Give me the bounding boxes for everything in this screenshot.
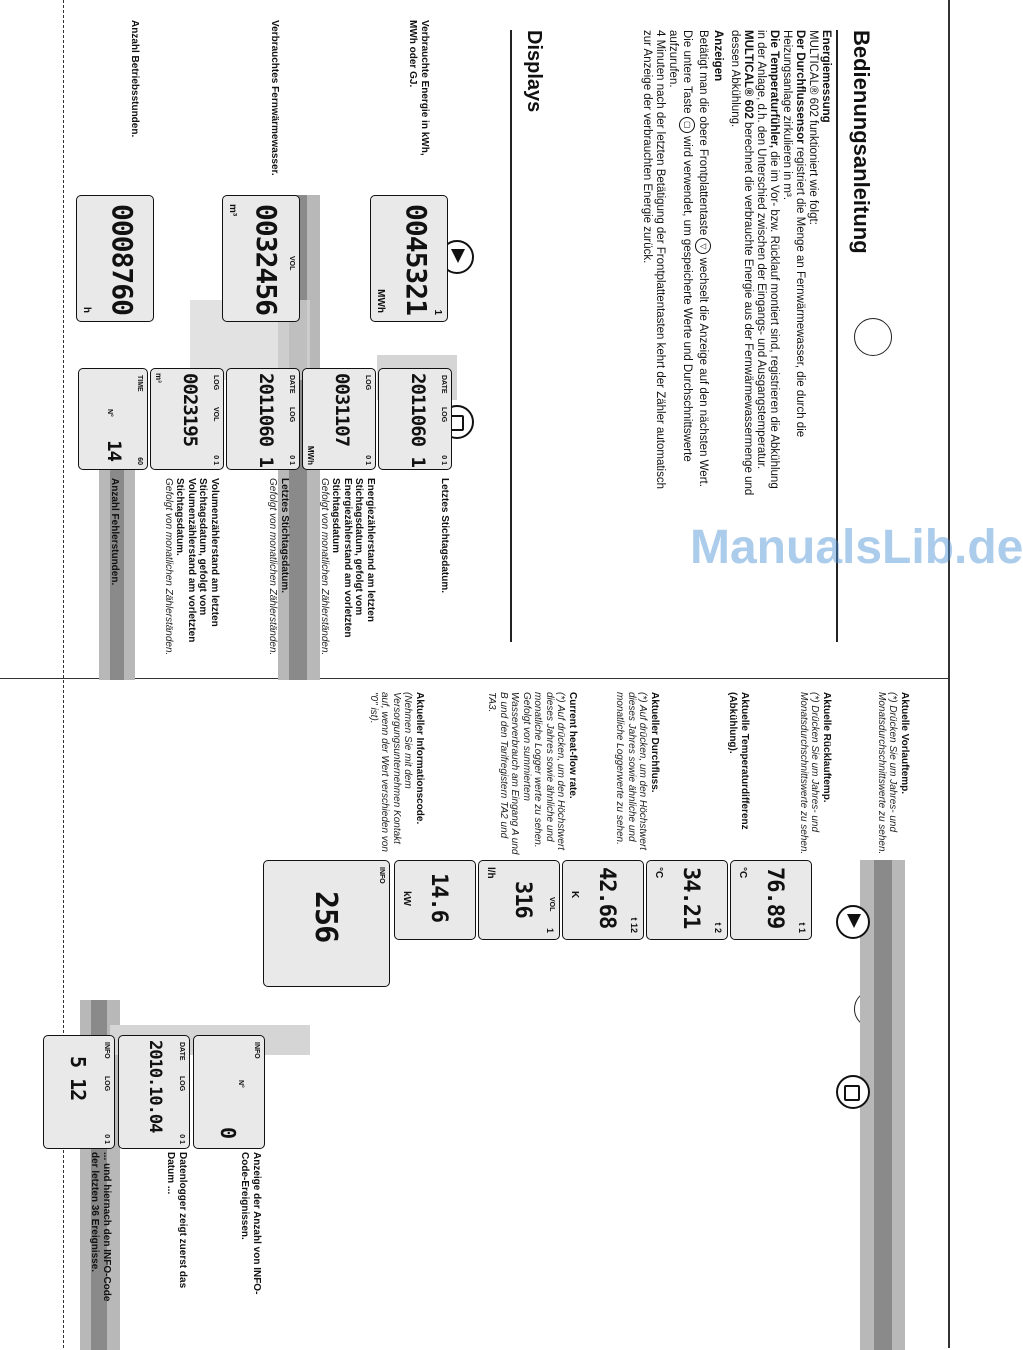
lcd-hours-value: 0008760 — [106, 204, 139, 316]
anz1b: wechselt die Anzeige auf den nächsten Wert. — [696, 257, 709, 487]
sub-tag: DATE — [288, 375, 295, 394]
p3-rest: berechnet die verbrauchte Energie aus der Fernwärmewassermenge und — [742, 118, 754, 496]
lcd-unit: l/h — [485, 867, 496, 879]
sub-value: 0023195 — [179, 373, 201, 447]
sub-label-italic: Gefolgt von monatlichen Zählerständen. — [319, 478, 330, 656]
p3-bold: MULTICAL® 602 — [742, 30, 754, 119]
sub-tag2: LOG — [288, 407, 295, 423]
label-italic: (*) Auf drücken, um den Höchstwert dieses Jahres sowie ähnliche und monatliche Logger werte zu sehen. Gefolgt von summiertem Wasserverbrauch am Eingang A und B und den Tarifregistern TA2 und TA3. — [486, 692, 567, 855]
lcd-unit: K — [569, 891, 580, 899]
hours-label: Anzahl Betriebsstunden. — [129, 20, 140, 138]
anz1: Betätigt man die obere Frontplattentaste — [696, 30, 709, 236]
sub-value: 2011060 1 — [407, 373, 429, 467]
label-italic: (*) Drücken Sie um Jahres- und Monatsdurchschnittswerte zu sehen. — [798, 692, 821, 855]
sub-tag: LOG — [364, 375, 371, 391]
sub-tag: LOG — [212, 375, 219, 391]
punch-hole — [854, 318, 892, 356]
lcd-value: 14.6 — [426, 873, 451, 922]
sub-label-italic: Gefolgt von monatlichen Zählerständen. — [267, 478, 279, 656]
right-main-bar-dark — [874, 860, 892, 1350]
sub-label — [267, 478, 290, 668]
lcd-tag: VOL — [548, 897, 555, 912]
volume-label: Verbrauchtes Fernwärmewasser. — [269, 20, 280, 176]
lcd-sub-volume-date — [226, 368, 300, 470]
p3-line2: dessen Abkühlung. — [729, 30, 741, 128]
sub-unit: MWh — [306, 445, 315, 465]
sub-label-bold: Anzahl Fehlerstunden. — [109, 478, 120, 586]
page-title: Bedienungsanleitung — [849, 30, 874, 254]
label-bold: Current heat-flow rate. — [567, 692, 578, 799]
anz3: 4 Minuten nach der letzten Betätigung der Frontplattentasten kehrt der Zähler automatisch — [654, 30, 666, 489]
lcd-energy-value: 0045321 — [400, 204, 433, 316]
sub-idx: 0 1 — [103, 1134, 110, 1144]
sub-label-bold: Letztes Stichtagsdatum. — [279, 478, 290, 594]
lcd-energy — [370, 195, 448, 322]
p1-bold: Der Durchflussensor — [794, 30, 806, 144]
sub-tag: INFO — [253, 1042, 260, 1059]
lcd-value: 256 — [308, 891, 343, 943]
lcd-return-temp — [646, 860, 728, 940]
sub-tag: DATE — [440, 375, 447, 394]
lcd-heat — [394, 860, 476, 940]
lcd-value: 316 — [510, 881, 535, 918]
sub-label — [439, 478, 451, 668]
sub-tag: TIME — [136, 375, 143, 392]
sub-idx: 60 — [136, 457, 143, 465]
sub-tag: INFO — [103, 1042, 110, 1059]
lcd-volume-unit: m³ — [227, 204, 238, 217]
lcd-sub-hours — [78, 368, 148, 470]
lcd-sub-energy-log — [302, 368, 376, 470]
label-bold: Aktuelle Rücklauftemp. — [821, 692, 832, 803]
sub-tag2: LOG — [178, 1076, 185, 1092]
p1-rest: registriert die Menge an Fernwärmewasser, die durch die — [794, 143, 806, 438]
lcd-unit: °C — [653, 867, 664, 879]
label-italic: (*) Drücken Sie um Jahres- und Monatsdurchschnittswerte zu sehen. — [876, 692, 899, 855]
page-fold-line — [0, 678, 950, 679]
lcd-hours-unit: h — [81, 306, 92, 313]
displays-heading: Displays — [523, 30, 545, 113]
lcd-energy-idx: 1 — [432, 309, 443, 315]
p2-rest: die im Vor- bzw. Rücklauf montiert sind, registrieren die Abkühlung — [768, 148, 780, 489]
p2-line2: in der Anlage, d.h. den Unterschied zwischen der Eingangs- und Ausgangstemperatur. — [755, 30, 767, 470]
sub-tag2: LOG — [103, 1076, 110, 1092]
label-bold: Aktuelle Temperaturdifferenz (Abkühlung). — [727, 692, 750, 830]
displays-rule — [511, 30, 513, 642]
lcd-idx: t 12 — [629, 917, 639, 933]
lcd-flow — [478, 860, 560, 940]
p2-bold: Die Temperaturfühler, — [768, 30, 780, 149]
sub-label — [109, 478, 121, 668]
lcd-unit: °C — [737, 867, 748, 879]
info-sub-label: Datenlogger zeigt zuerst das Datum ... — [165, 1152, 188, 1289]
lcd-sub-volume-log — [150, 368, 224, 470]
watermark: ManualsLib.de — [690, 521, 1023, 574]
lcd-sub-energy-date — [378, 368, 452, 470]
top-border — [948, 0, 950, 1348]
p1-line2: Heizungsanlage zirkulieren in m³. — [781, 30, 793, 201]
sub-tag: DATE — [178, 1042, 185, 1061]
lcd-volume-tag: VOL — [288, 256, 295, 271]
sub-idx: 0 1 — [212, 455, 219, 465]
right-label-flow — [614, 692, 660, 857]
sub-idx: 0 1 — [364, 455, 371, 465]
sub-label-bold: Volumenzählerstand am letzten Stichtagsdatum, gefolgt vom Volumenzählerstand am vorletzten Stichtagsdatum. — [174, 478, 220, 643]
log-inline-icon: ▢ — [679, 117, 695, 133]
lcd-idx: t 1 — [797, 922, 807, 933]
anz2c: aufzurufen. — [667, 30, 679, 88]
lcd-idx: t 2 — [713, 922, 723, 933]
right-log-button-icon[interactable] — [836, 1075, 870, 1109]
label-bold: Aktuelle Vorlauftemp. — [899, 692, 910, 795]
label-italic: (*) Auf drücken, um den Höchstwert dieses Jahres sowie ähnliche und monatliche Loggerwerte zu sehen. — [614, 692, 649, 851]
right-label-temp-diff — [727, 692, 750, 857]
energy-label: Verbrauchte Energie in kWh, MWh oder GJ. — [407, 20, 430, 156]
info-sub-label: ... und hiernach den INFO-Code der letzten 36 Ereignisse. — [89, 1152, 112, 1302]
sub-label — [163, 478, 221, 668]
label-italic: (Nehmen Sie mit dem Versorgungsunternehmen Kontakt auf, wenn der Wert verschieden von "0" ist). — [368, 692, 414, 852]
sub-value: 14 — [103, 440, 125, 461]
anz2: Die untere Taste — [680, 30, 693, 114]
right-down-arrow-button-icon[interactable] — [836, 905, 870, 939]
lcd-info — [263, 860, 390, 987]
right-label-heat — [486, 692, 578, 857]
lcd-volume-value: 0032456 — [250, 204, 283, 316]
lcd-value: 34.21 — [678, 867, 703, 929]
label-bold: Aktueller Informationscode. — [414, 692, 425, 825]
label-bold: Aktueller Durchfluss. — [649, 692, 660, 793]
lcd-hours — [76, 195, 154, 322]
right-label-info — [368, 692, 426, 857]
sub-idx: 0 1 — [288, 455, 295, 465]
lcd-energy-unit: MWh — [375, 289, 386, 313]
lcd-info-date — [118, 1035, 190, 1149]
lcd-volume — [222, 195, 300, 322]
lcd-temp-diff — [562, 860, 644, 940]
lcd-unit: kW — [401, 891, 412, 906]
anz3b: zur Anzeige der verbrauchten Energie zurück. — [641, 30, 653, 264]
sub-label-bold: Energiezählerstand am letzten Stichtagsdatum, gefolgt vom Energiezählerstand am vorletzten Stichtagsdatum — [330, 478, 376, 638]
sub-tag2: N° — [106, 409, 113, 417]
lcd-idx: 1 — [545, 927, 555, 933]
energy-heading: Energiemessung — [820, 30, 832, 123]
sub-label-italic: Gefolgt von monatlichen Zählerständen. — [163, 478, 174, 656]
sub-idx: 0 1 — [440, 455, 447, 465]
sub-tag2: N° — [237, 1080, 244, 1088]
sub-value: 2010.10.04 — [145, 1040, 165, 1133]
lcd-flow-temp — [730, 860, 812, 940]
lcd-tag: INFO — [378, 867, 385, 884]
lcd-info-count — [193, 1035, 265, 1149]
sub-unit: m³ — [154, 373, 163, 383]
down-arrow-inline-icon: ▽ — [695, 238, 711, 254]
sub-value: 0031107 — [331, 373, 353, 447]
info-sub-label: Anzeige der Anzahl von INFO-Code-Ereignissen. — [239, 1152, 262, 1295]
anzeigen-heading: Anzeigen — [712, 30, 724, 82]
anz2b: wird verwendet, um gespeicherte Werte und Durchschnittswerte — [680, 135, 693, 462]
sub-label-bold: Letztes Stichtagsdatum. — [439, 478, 450, 594]
sub-tag2: LOG — [440, 407, 447, 423]
sub-label — [319, 478, 377, 668]
sub-value: 0 — [216, 1126, 240, 1138]
right-label-flow-temp — [876, 692, 911, 857]
sub-tag2: VOL — [212, 407, 219, 422]
right-label-return-temp — [798, 692, 833, 857]
intro-line: MULTICAL® 602 funktioniert wie folgt: — [807, 30, 819, 225]
lcd-info-log — [43, 1035, 115, 1149]
lcd-value: 42.68 — [594, 867, 619, 929]
sub-idx: 0 1 — [178, 1134, 185, 1144]
sub-value: 2011060 1 — [255, 373, 277, 467]
sub-value: 5 12 — [66, 1056, 90, 1101]
lcd-value: 76.89 — [762, 867, 787, 929]
